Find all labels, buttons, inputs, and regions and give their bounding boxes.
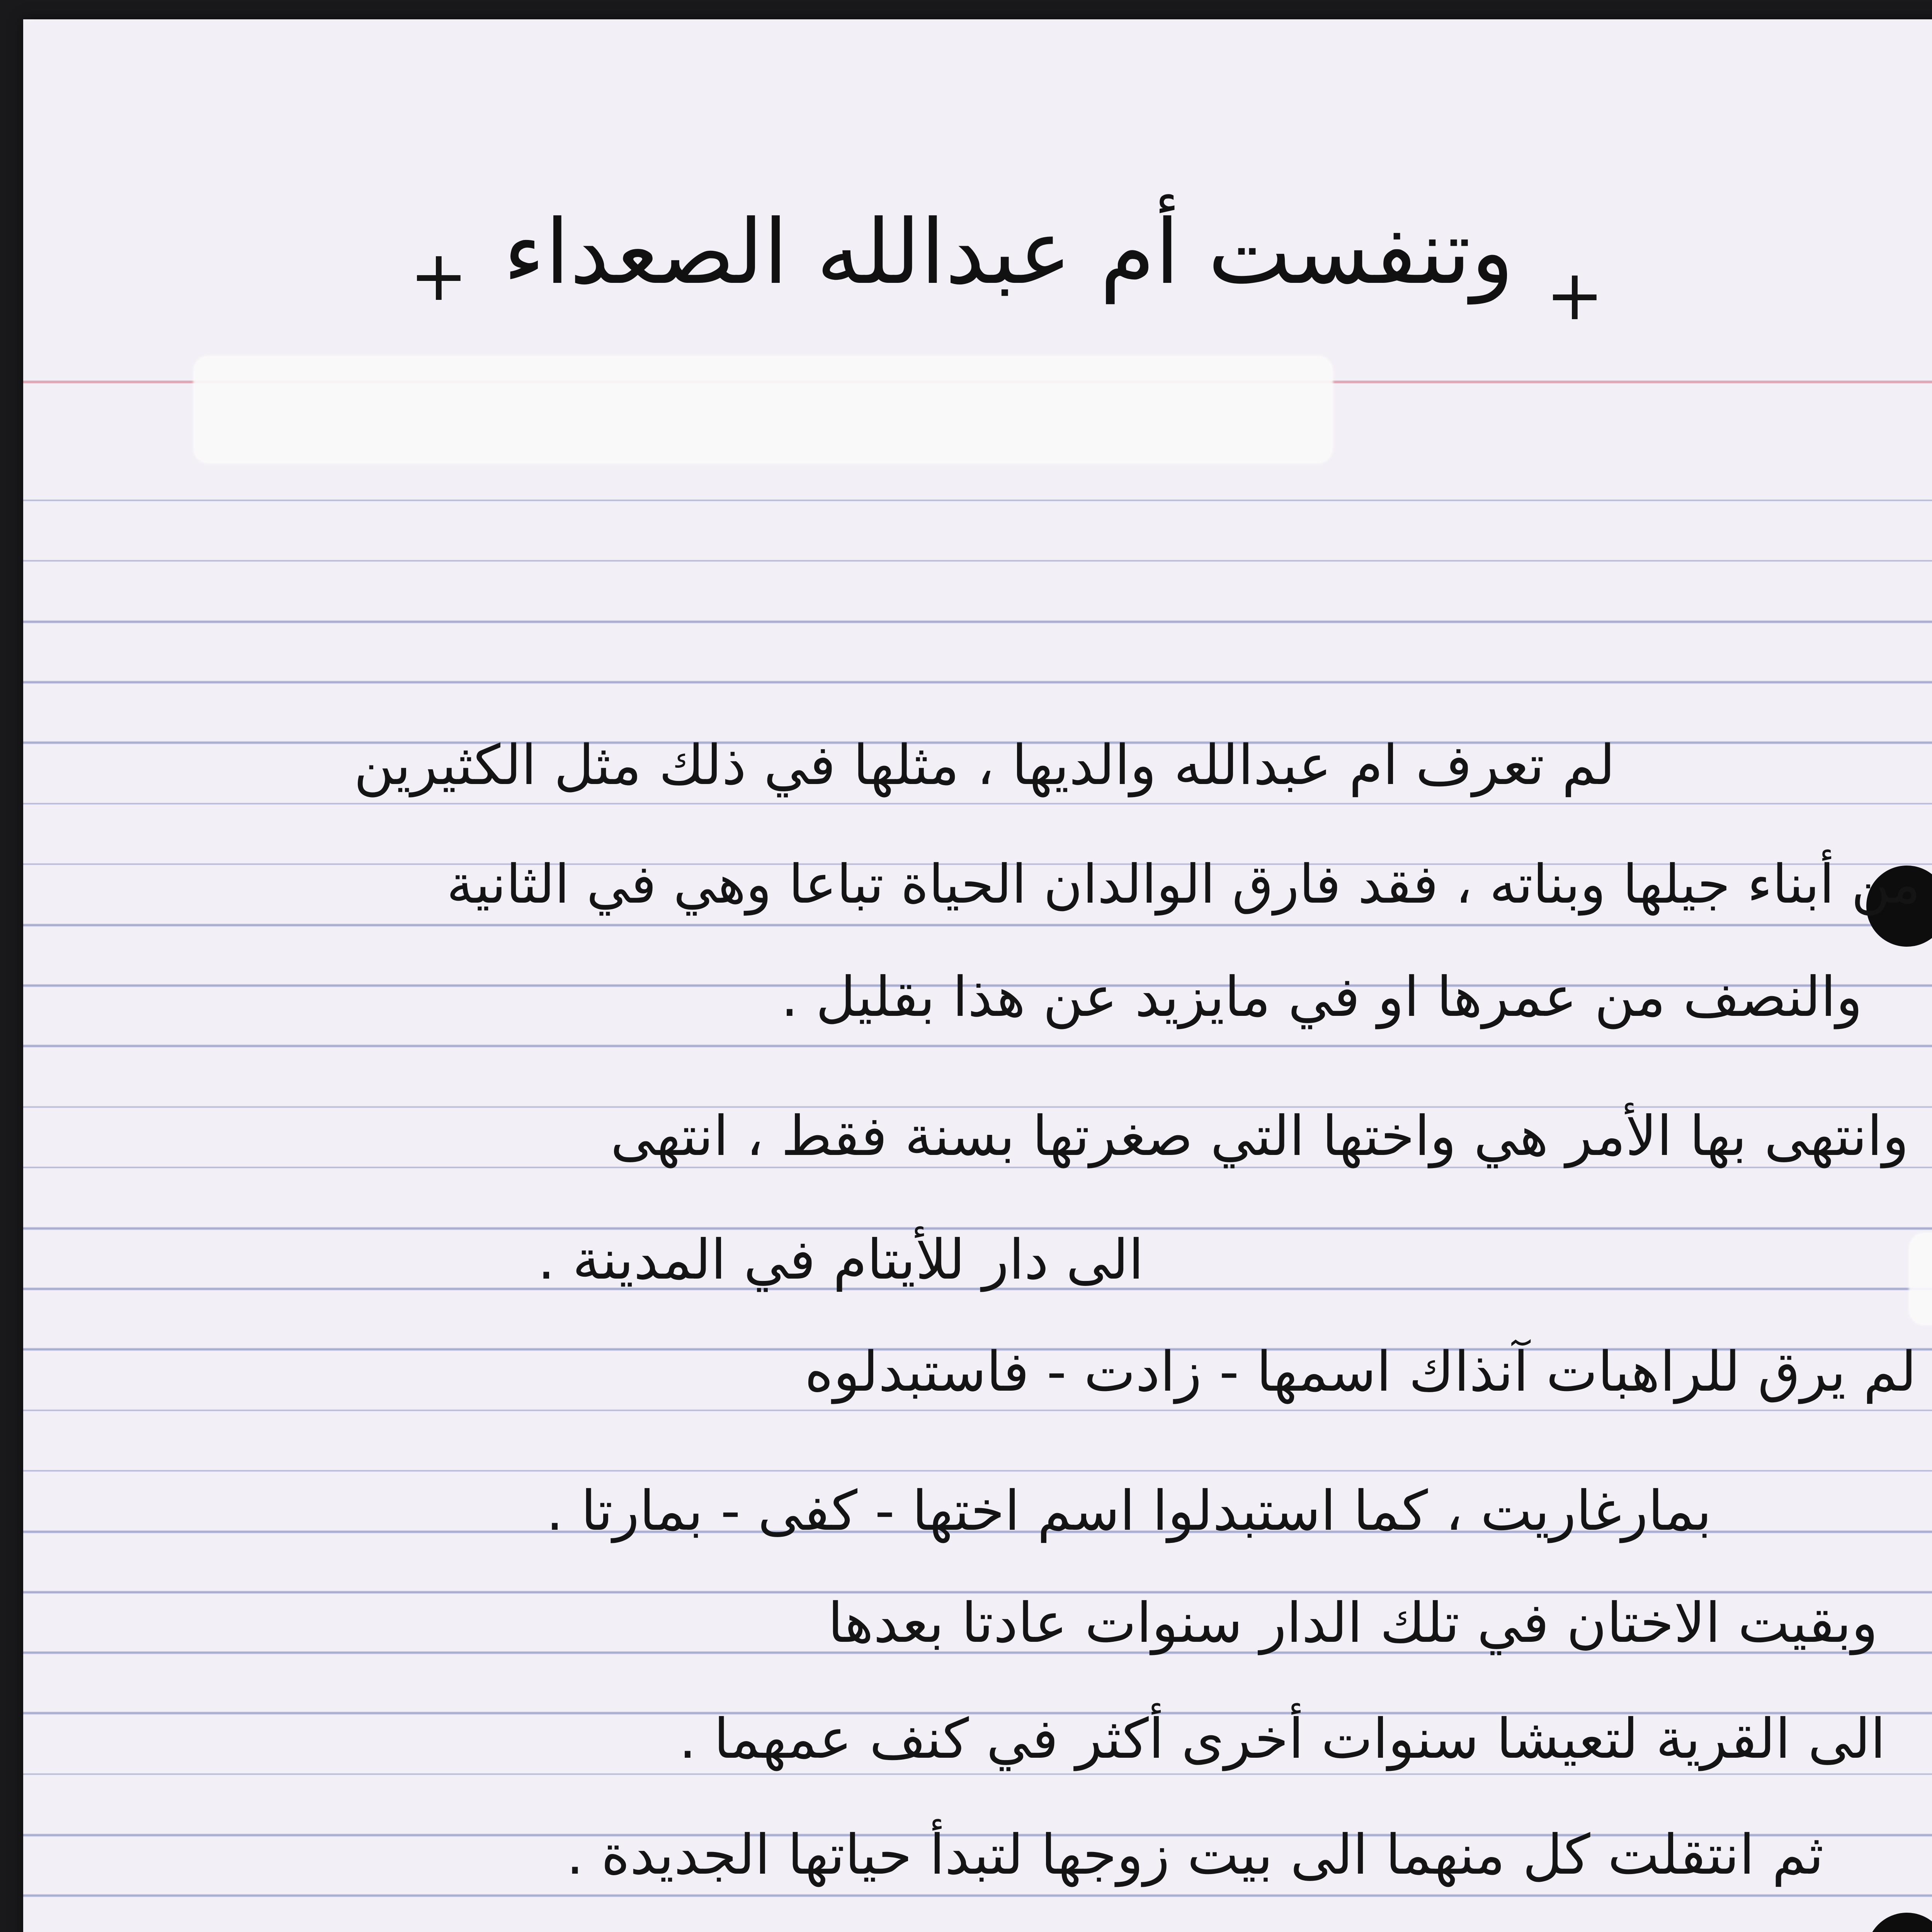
punch-hole-bottom xyxy=(1866,1913,1932,1932)
text-line-3: والنصف من عمرها او في مايزيد عن هذا بقليل . xyxy=(781,965,1862,1029)
whiteout-patch-right-margin xyxy=(1909,1233,1932,1325)
text-line-10: ثم انتقلت كل منهما الى بيت زوجها لتبدأ حياتها الجديدة . xyxy=(566,1823,1824,1887)
lined-paper-sheet xyxy=(23,19,1932,1932)
text-line-2: من أبناء جيلها وبناته ، فقد فارق الوالدان الحياة تباعا وهي في الثانية xyxy=(446,853,1920,915)
text-line-4: وانتهى بها الأمر هي واختها التي صغرتها بسنة فقط ، انتهى xyxy=(610,1104,1909,1168)
whiteout-patch-subtitle xyxy=(193,355,1333,464)
text-line-9: الى القرية لتعيشا سنوات أخرى أكثر في كنف عمهما . xyxy=(679,1707,1886,1771)
text-line-8: وبقيت الاختان في تلك الدار سنوات عادتا بعدها xyxy=(828,1591,1878,1655)
text-line-6: لم يرق للراهبات آنذاك اسمها - زادت - فاستبدلوه xyxy=(804,1340,1917,1404)
page-title: وتنفست أم عبدالله الصعداء xyxy=(503,201,1514,304)
text-line-5: الى دار للأيتام في المدينة . xyxy=(537,1228,1144,1292)
title-left-mark: + xyxy=(410,236,468,316)
title-right-mark: + xyxy=(1546,255,1604,336)
text-line-1: لم تعرف ام عبدالله والديها ، مثلها في ذلك مثل الكثيرين xyxy=(354,733,1615,797)
text-line-7: بمارغاريت ، كما استبدلوا اسم اختها - كفى - بمارتا . xyxy=(546,1479,1712,1543)
